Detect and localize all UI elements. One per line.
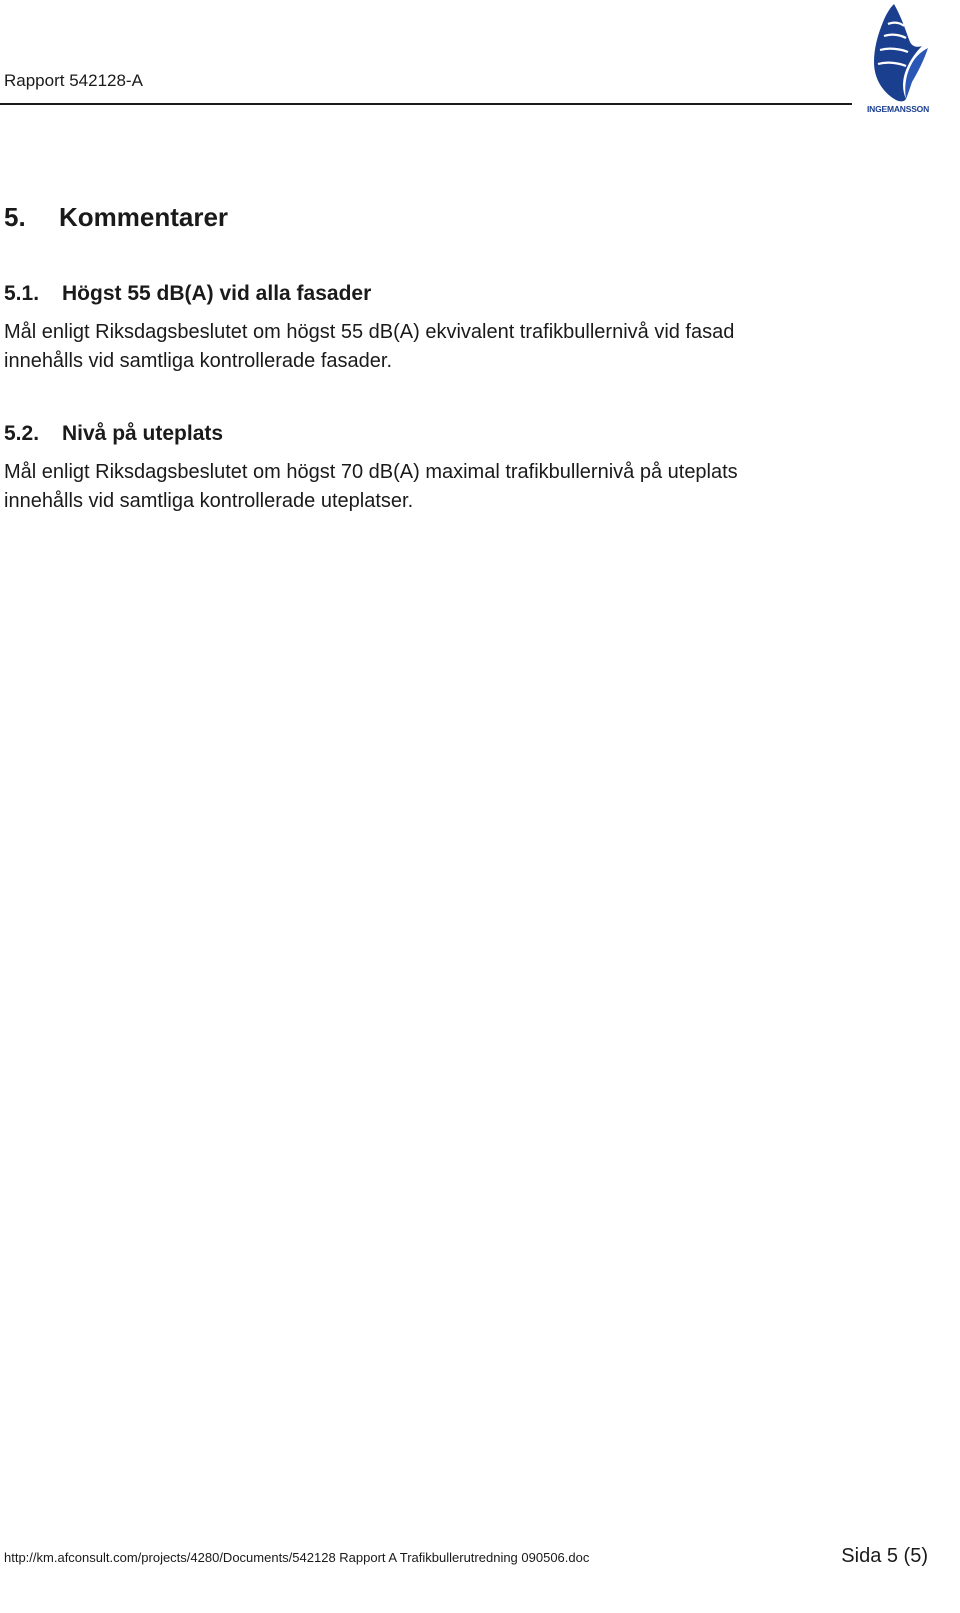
body-line: innehålls vid samtliga kontrollerade uteplatser. <box>4 490 414 512</box>
subsection-heading <box>4 422 223 446</box>
body-line: Mål enligt Riksdagsbeslutet om högst 55 dB(A) ekvivalent trafikbullernivå vid fasad <box>4 321 735 343</box>
subsection-heading <box>4 282 371 306</box>
subsection-title: Högst 55 dB(A) vid alla fasader <box>62 282 372 305</box>
section-number: 5. <box>4 202 26 232</box>
section-title: Kommentarer <box>59 202 229 232</box>
shell-logo-icon <box>866 2 930 104</box>
subsection-title: Nivå på uteplats <box>62 422 224 445</box>
footer-page-number: Sida 5 (5) <box>841 1545 928 1567</box>
body-line: innehålls vid samtliga kontrollerade fasader. <box>4 350 392 372</box>
subsection-number: 5.1. <box>4 282 40 305</box>
subsection-number: 5.2. <box>4 422 40 445</box>
header-divider <box>0 103 852 105</box>
body-line: Mål enligt Riksdagsbeslutet om högst 70 dB(A) maximal trafikbullernivå på uteplats <box>4 461 738 483</box>
section-heading <box>4 202 228 233</box>
subsection-body <box>4 458 904 516</box>
company-logo <box>866 2 930 118</box>
footer-document-path: http://km.afconsult.com/projects/4280/Documents/542128 Rapport A Trafikbullerutredning 090506.doc <box>4 1550 590 1565</box>
report-title: Rapport 542128-A <box>4 71 143 90</box>
subsection-body <box>4 318 904 376</box>
logo-wordmark: INGEMANSSON <box>866 104 930 114</box>
